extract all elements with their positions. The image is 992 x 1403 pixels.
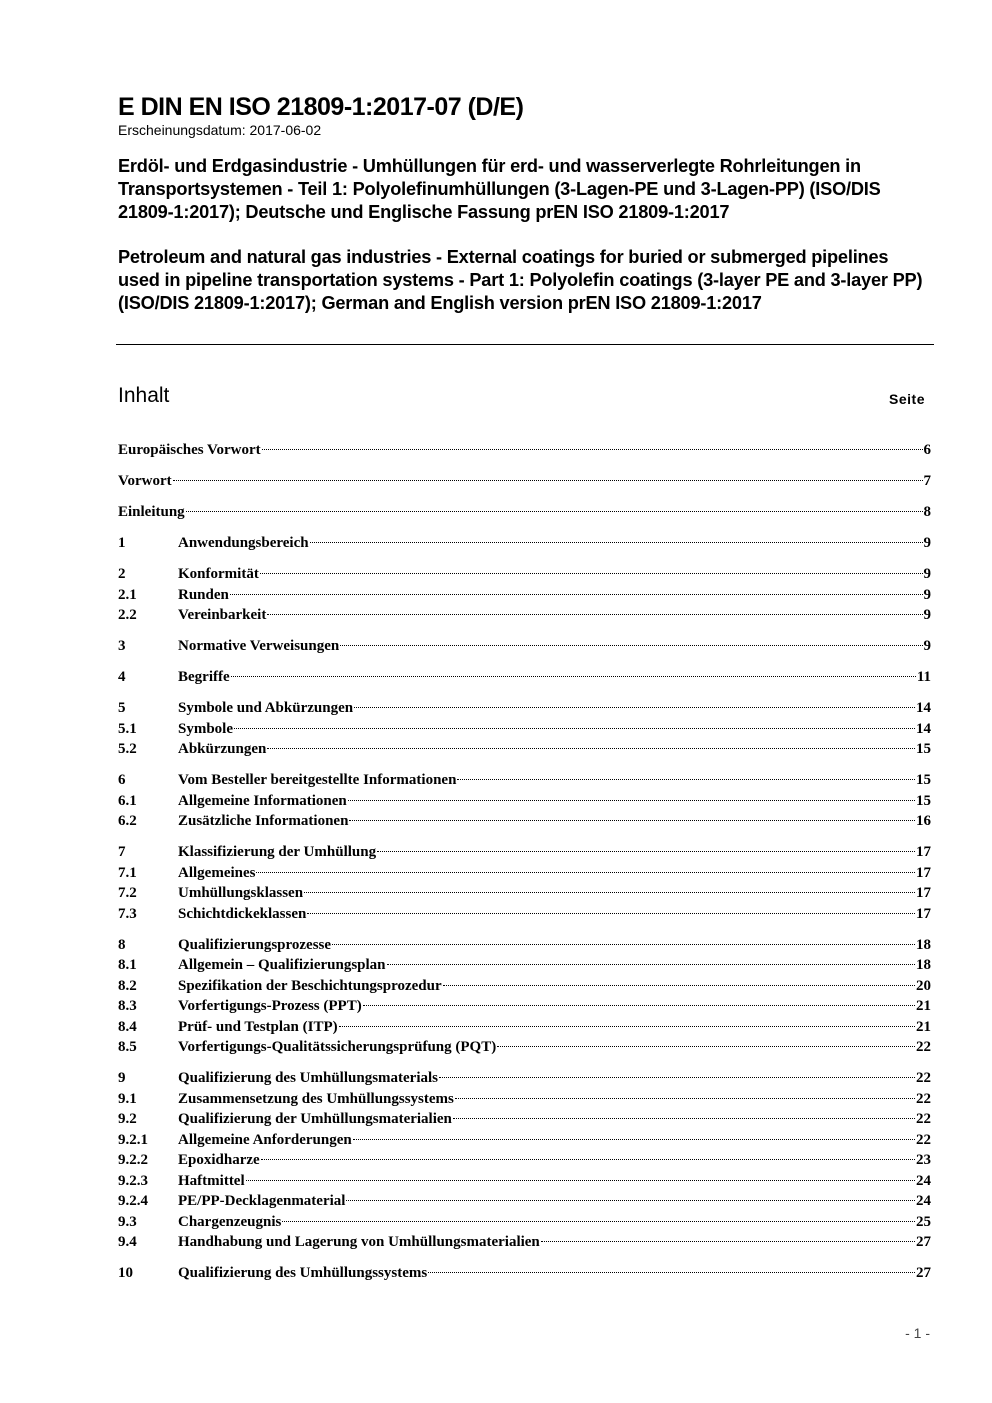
- toc-entry-number: 9.4: [118, 1234, 137, 1250]
- toc-entry-title: Spezifikation der Beschichtungsprozedur: [178, 977, 442, 994]
- toc-entry-number: 7: [118, 844, 126, 860]
- toc-entry-page: 7: [923, 473, 931, 489]
- toc-entry-number: 7.2: [118, 885, 137, 901]
- toc-entry-number: 9.2.4: [118, 1193, 148, 1209]
- toc-leader-dots: [497, 1046, 915, 1047]
- toc-leader-dots: [230, 594, 923, 595]
- toc-group: [118, 440, 931, 461]
- toc-entry-number: 8: [118, 936, 126, 953]
- toc-entry-number: 10: [118, 1265, 133, 1281]
- toc-entry-number: 5.1: [118, 720, 137, 737]
- toc-group: [118, 1263, 931, 1284]
- toc-entry-number: 2: [118, 566, 126, 582]
- toc-leader-dots: [261, 1159, 915, 1160]
- toc-entry-title: Allgemeines: [178, 864, 256, 881]
- toc-leader-dots: [186, 511, 923, 512]
- header-divider: [116, 344, 934, 345]
- toc-entry-number: 5: [118, 700, 126, 716]
- toc-entry-title: Vom Besteller bereitgestellte Informationen: [178, 772, 457, 788]
- toc-entry[interactable]: [118, 605, 931, 626]
- toc-entry-title: Runden: [178, 586, 229, 603]
- toc-entry-page: 14: [916, 700, 931, 716]
- toc-entry[interactable]: [118, 1171, 931, 1192]
- toc-group: [118, 935, 931, 1058]
- toc-entry-page: 23: [916, 1152, 931, 1168]
- toc-entry-page: 9: [923, 586, 931, 603]
- toc-leader-dots: [173, 480, 923, 481]
- toc-leader-dots: [262, 449, 923, 450]
- toc-leader-dots: [541, 1241, 915, 1242]
- toc-leader-dots: [234, 728, 915, 729]
- toc-entry[interactable]: [118, 1068, 931, 1089]
- toc-entry-page: 11: [916, 669, 931, 685]
- toc-leader-dots: [439, 1077, 915, 1078]
- toc-entry-number: 2.2: [118, 607, 137, 623]
- toc-leader-dots: [353, 1139, 915, 1140]
- toc-entry-page: 17: [916, 905, 931, 922]
- toc-entry[interactable]: [118, 1089, 931, 1110]
- toc-entry-page: 20: [916, 977, 931, 994]
- toc-entry[interactable]: [118, 1037, 931, 1058]
- toc-entry-title: Normative Verweisungen: [178, 638, 340, 654]
- toc-entry[interactable]: [118, 564, 931, 585]
- toc-entry-title: Qualifizierung des Umhüllungssystems: [178, 1265, 428, 1281]
- toc-entry-number: 5.2: [118, 741, 137, 757]
- toc-entry-title: Epoxidharze: [178, 1152, 260, 1168]
- toc-entry[interactable]: [118, 1263, 931, 1284]
- toc-entry-number: 9.2.2: [118, 1152, 148, 1168]
- toc-entry-number: 8.5: [118, 1039, 137, 1055]
- toc-entry[interactable]: [118, 1150, 931, 1171]
- toc-leader-dots: [348, 800, 915, 801]
- toc-entry-title: Qualifizierungsprozesse: [178, 936, 332, 953]
- toc-entry-page: 8: [923, 504, 931, 520]
- toc-entry[interactable]: [118, 935, 931, 956]
- table-of-contents: [118, 440, 931, 1294]
- toc-entry-page: 17: [916, 844, 931, 860]
- toc-leader-dots: [457, 779, 915, 780]
- toc-leader-dots: [354, 707, 915, 708]
- toc-entry-title: Prüf- und Testplan (ITP): [178, 1018, 338, 1035]
- toc-entry-page: 15: [916, 772, 931, 788]
- title-german: Erdöl- und Erdgasindustrie - Umhüllungen für erd- und wasserverlegte Rohrleitungen in Transportsystemen - Teil 1: Polyolefinumhüllungen (3-Lagen-PE und 3-Lagen-PP) (ISO/DIS 21809-1:2017); Deutsche und Englische Fassung prEN ISO 21809-1:2017: [118, 156, 881, 222]
- toc-entry-title: Haftmittel: [178, 1172, 245, 1189]
- toc-entry-title: Qualifizierung der Umhüllungsmaterialien: [178, 1111, 452, 1127]
- toc-group: [118, 636, 931, 657]
- toc-leader-dots: [455, 1098, 915, 1099]
- toc-leader-dots: [340, 645, 922, 646]
- toc-entry-page: 15: [916, 792, 931, 809]
- toc-entry-number: 1: [118, 535, 126, 551]
- toc-entry-number: 7.3: [118, 905, 137, 922]
- toc-entry-title: Konformität: [178, 566, 259, 582]
- toc-entry[interactable]: [118, 955, 931, 976]
- toc-entry-page: 22: [916, 1131, 931, 1148]
- toc-entry-page: 17: [916, 864, 931, 881]
- toc-entry[interactable]: [118, 667, 931, 688]
- toc-leader-dots: [428, 1272, 915, 1273]
- toc-page-label: Seite: [889, 391, 925, 407]
- toc-leader-dots: [304, 892, 915, 893]
- toc-group: [118, 502, 931, 523]
- toc-leader-dots: [307, 913, 915, 914]
- toc-leader-dots: [282, 1221, 915, 1222]
- toc-entry-page: 22: [916, 1070, 931, 1086]
- toc-group: [118, 1068, 931, 1253]
- toc-leader-dots: [267, 614, 922, 615]
- toc-entry-title: Symbole und Abkürzungen: [178, 700, 354, 716]
- toc-entry-number: 6: [118, 772, 126, 788]
- toc-entry-title: Allgemeine Anforderungen: [178, 1131, 352, 1148]
- toc-entry-page: 24: [916, 1172, 931, 1189]
- toc-leader-dots: [339, 1026, 915, 1027]
- toc-leader-dots: [260, 573, 923, 574]
- toc-entry[interactable]: [118, 739, 931, 760]
- toc-entry-title: Chargenzeugnis: [178, 1213, 282, 1230]
- toc-entry-page: 27: [916, 1234, 931, 1250]
- document-id: E DIN EN ISO 21809-1:2017-07 (D/E): [118, 93, 524, 121]
- toc-entry[interactable]: [118, 976, 931, 997]
- toc-entry[interactable]: [118, 791, 931, 812]
- toc-entry-page: 21: [916, 1018, 931, 1035]
- toc-entry[interactable]: [118, 471, 931, 492]
- toc-leader-dots: [332, 944, 915, 945]
- toc-entry[interactable]: [118, 1017, 931, 1038]
- toc-entry-title: Anwendungsbereich: [178, 535, 309, 551]
- toc-entry[interactable]: [118, 1109, 931, 1130]
- toc-entry-page: 21: [916, 998, 931, 1014]
- toc-entry-title: Symbole: [178, 720, 234, 737]
- toc-entry-title: PE/PP-Decklagenmaterial: [178, 1193, 346, 1209]
- toc-leader-dots: [346, 1200, 915, 1201]
- toc-entry-title: Vereinbarkeit: [178, 607, 267, 623]
- toc-entry-page: 18: [916, 957, 931, 973]
- toc-entry-number: 6.2: [118, 813, 137, 829]
- toc-entry[interactable]: [118, 842, 931, 863]
- toc-entry[interactable]: [118, 502, 931, 523]
- toc-group: [118, 698, 931, 760]
- toc-entry-title: Vorfertigungs-Prozess (PPT): [178, 998, 362, 1014]
- toc-entry-number: 6.1: [118, 792, 137, 809]
- toc-group: [118, 533, 931, 554]
- toc-leader-dots: [267, 748, 915, 749]
- toc-entry-page: 17: [916, 885, 931, 901]
- toc-entry-number: 3: [118, 638, 126, 654]
- toc-entry-number: 7.1: [118, 864, 137, 881]
- toc-leader-dots: [443, 985, 915, 986]
- toc-entry-number: 8.2: [118, 977, 137, 994]
- toc-entry-page: 15: [916, 741, 931, 757]
- toc-entry[interactable]: [118, 1130, 931, 1151]
- toc-entry-title: Vorfertigungs-Qualitätssicherungsprüfung (PQT): [178, 1039, 497, 1055]
- toc-entry-page: 22: [916, 1039, 931, 1055]
- toc-leader-dots: [246, 1180, 915, 1181]
- toc-entry-title: Allgemeine Informationen: [178, 792, 347, 809]
- toc-entry-number: 8.1: [118, 957, 137, 973]
- toc-entry-title: Schichtdickeklassen: [178, 905, 307, 922]
- toc-entry-title: Vorwort: [118, 473, 172, 489]
- toc-entry-number: 9.2.3: [118, 1172, 148, 1189]
- toc-group: [118, 667, 931, 688]
- toc-leader-dots: [256, 872, 915, 873]
- toc-entry-title: Zusammensetzung des Umhüllungssystems: [178, 1090, 454, 1107]
- toc-entry[interactable]: [118, 636, 931, 657]
- toc-entry[interactable]: [118, 698, 931, 719]
- title-english: Petroleum and natural gas industries - External coatings for buried or submerged pipelines used in pipeline transportation systems - Part 1: Polyolefin coatings (3-layer PE and 3-layer PP) (ISO/DIS 21809-1:2017); German and English version prEN ISO 21809-1:2017: [118, 247, 923, 313]
- toc-group: [118, 842, 931, 924]
- toc-entry[interactable]: [118, 585, 931, 606]
- toc-leader-dots: [387, 964, 915, 965]
- toc-entry[interactable]: [118, 719, 931, 740]
- toc-entry-page: 9: [923, 607, 931, 623]
- toc-heading: Inhalt: [118, 384, 170, 407]
- toc-leader-dots: [310, 542, 923, 543]
- toc-entry[interactable]: [118, 996, 931, 1017]
- toc-entry-number: 4: [118, 669, 126, 685]
- document-header: [118, 92, 934, 315]
- toc-entry-page: 24: [916, 1193, 931, 1209]
- toc-entry[interactable]: [118, 533, 931, 554]
- toc-entry-page: 14: [916, 720, 931, 737]
- toc-entry-page: 9: [923, 638, 931, 654]
- toc-entry[interactable]: [118, 1232, 931, 1253]
- toc-entry-page: 27: [916, 1265, 931, 1281]
- toc-entry[interactable]: [118, 883, 931, 904]
- toc-entry-number: 8.3: [118, 998, 137, 1014]
- toc-entry-page: 16: [916, 813, 931, 829]
- toc-entry-title: Abkürzungen: [178, 741, 267, 757]
- toc-entry-number: 9.3: [118, 1213, 137, 1230]
- toc-entry-page: 9: [923, 566, 931, 582]
- toc-entry-page: 22: [916, 1090, 931, 1107]
- toc-leader-dots: [363, 1005, 915, 1006]
- toc-entry-title: Klassifizierung der Umhüllung: [178, 844, 377, 860]
- publication-date: Erscheinungsdatum: 2017-06-02: [118, 122, 322, 138]
- toc-entry-page: 22: [916, 1111, 931, 1127]
- toc-leader-dots: [231, 676, 916, 677]
- toc-entry-title: Umhüllungsklassen: [178, 885, 304, 901]
- toc-entry-number: 9.2.1: [118, 1131, 148, 1148]
- toc-entry-title: Einleitung: [118, 504, 185, 520]
- toc-entry-number: 9: [118, 1070, 126, 1086]
- toc-leader-dots: [349, 820, 915, 821]
- toc-entry[interactable]: [118, 904, 931, 925]
- toc-leader-dots: [377, 851, 915, 852]
- toc-entry-number: 9.2: [118, 1111, 137, 1127]
- toc-group: [118, 564, 931, 626]
- toc-entry-title: Begriffe: [178, 669, 230, 685]
- toc-group: [118, 471, 931, 492]
- toc-entry-title: Allgemein – Qualifizierungsplan: [178, 957, 386, 973]
- toc-entry-page: 25: [916, 1213, 931, 1230]
- toc-leader-dots: [453, 1118, 915, 1119]
- toc-entry-title: Zusätzliche Informationen: [178, 813, 349, 829]
- toc-entry[interactable]: [118, 770, 931, 791]
- toc-group: [118, 770, 931, 832]
- toc-entry-page: 18: [916, 936, 931, 953]
- toc-entry[interactable]: [118, 863, 931, 884]
- toc-entry-number: 8.4: [118, 1018, 137, 1035]
- toc-entry[interactable]: [118, 1212, 931, 1233]
- toc-entry-title: Europäisches Vorwort: [118, 442, 261, 458]
- toc-entry-title: Qualifizierung des Umhüllungsmaterials: [178, 1070, 439, 1086]
- toc-entry-page: 9: [923, 535, 931, 551]
- toc-entry-page: 6: [923, 442, 931, 458]
- page-number: - 1 -: [905, 1325, 930, 1341]
- toc-entry-title: Handhabung und Lagerung von Umhüllungsmaterialien: [178, 1234, 540, 1250]
- toc-entry-number: 9.1: [118, 1090, 137, 1107]
- toc-entry[interactable]: [118, 811, 931, 832]
- toc-entry[interactable]: [118, 440, 931, 461]
- toc-entry-number: 2.1: [118, 586, 137, 603]
- toc-entry[interactable]: [118, 1191, 931, 1212]
